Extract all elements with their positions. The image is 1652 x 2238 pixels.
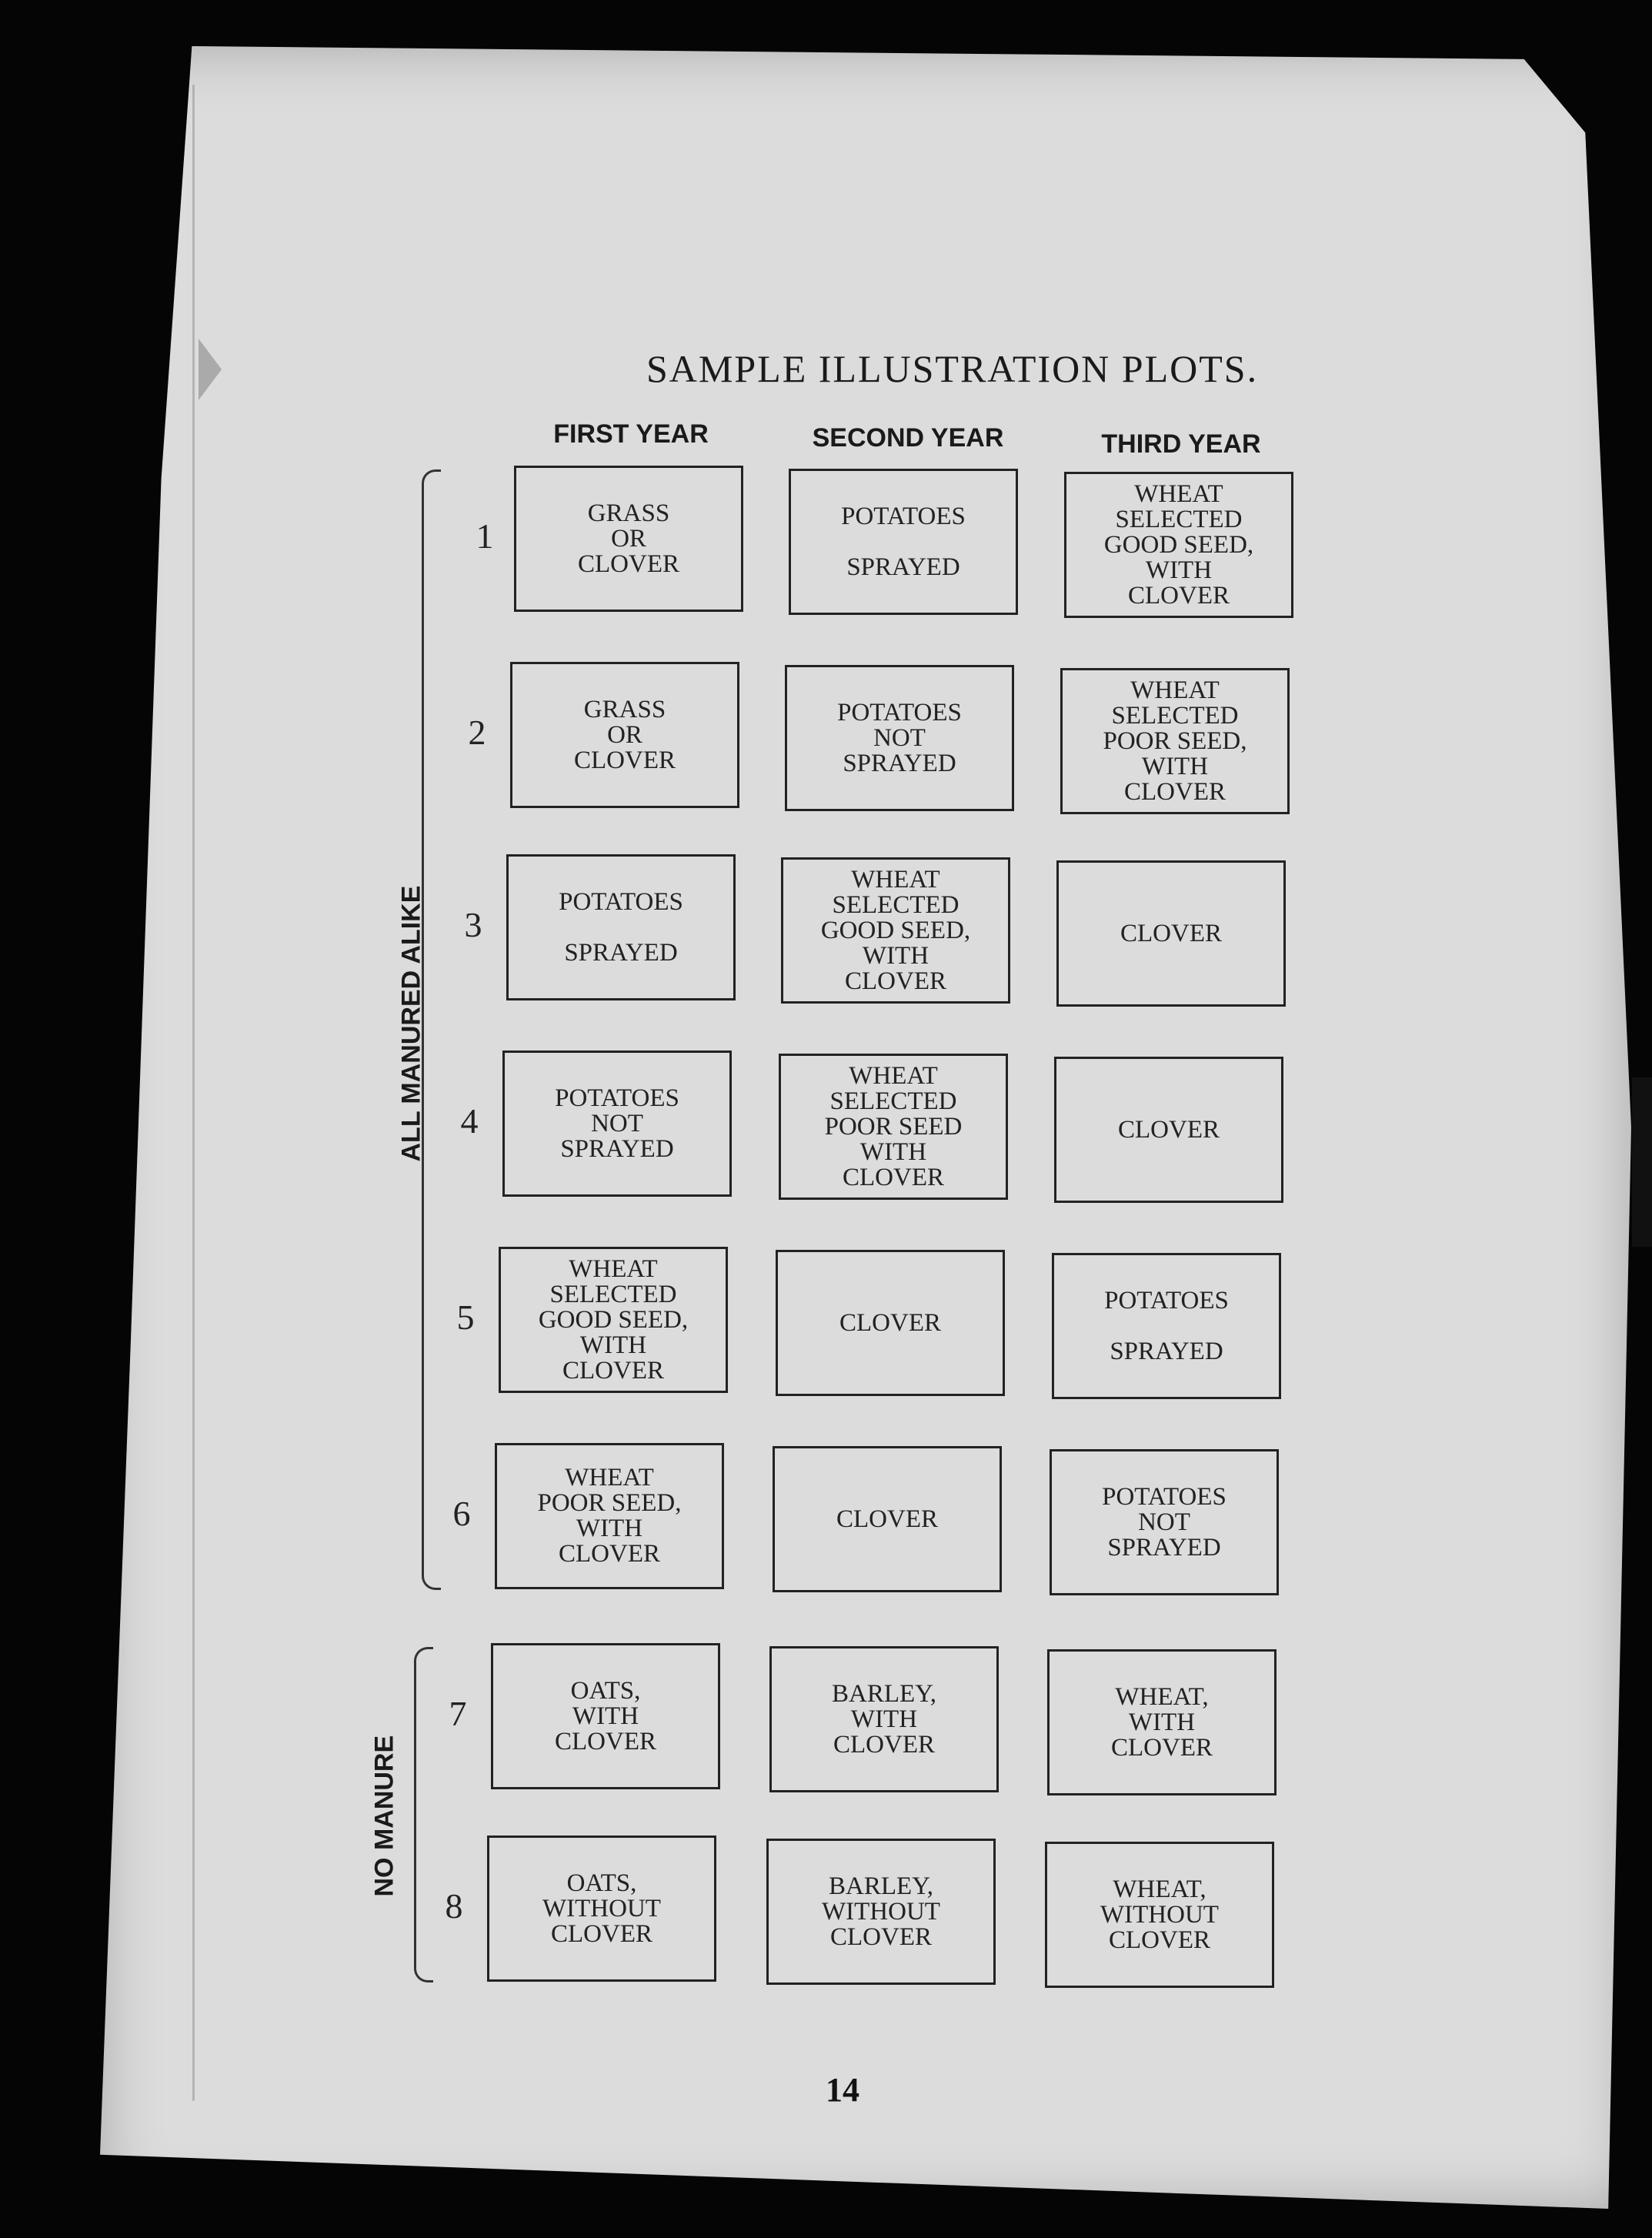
- plot-crop-label: CLOVER: [1118, 1115, 1220, 1144]
- plot-box: [1045, 1842, 1274, 1988]
- no-manure-brace: [414, 1647, 433, 1982]
- plot-crop-label: OATS, WITHOUT CLOVER: [542, 1869, 661, 1948]
- plot-box: [1060, 668, 1290, 814]
- column-header-third-year: THIRD YEAR: [1101, 429, 1261, 459]
- plot-box: [1050, 1449, 1279, 1595]
- plot-crop-label: POTATOES NOT SPRAYED: [555, 1084, 679, 1163]
- plot-crop-label: WHEAT SELECTED POOR SEED, WITH CLOVER: [1103, 676, 1247, 806]
- plot-crop-label: WHEAT, WITHOUT CLOVER: [1100, 1875, 1219, 1954]
- plot-box: [487, 1835, 716, 1982]
- plot-crop-label: WHEAT SELECTED GOOD SEED, WITH CLOVER: [820, 865, 971, 995]
- plot-box: [514, 466, 743, 612]
- plot-crop-label: POTATOES NOT SPRAYED: [1102, 1482, 1226, 1562]
- plot-crop-label: POTATOES NOT SPRAYED: [837, 698, 962, 777]
- plot-box: [789, 469, 1018, 615]
- plot-row-number: 7: [449, 1694, 467, 1733]
- column-header-second-year: SECOND YEAR: [812, 423, 1004, 453]
- plot-box: [1047, 1649, 1277, 1795]
- plot-crop-label: WHEAT SELECTED GOOD SEED, WITH CLOVER: [1103, 479, 1254, 610]
- page-corner-arrow: [199, 339, 222, 400]
- plot-crop-label: WHEAT, WITH CLOVER: [1111, 1682, 1213, 1762]
- plot-box: [1064, 472, 1293, 618]
- plot-box: [506, 854, 736, 1000]
- plot-box: [510, 662, 739, 808]
- plot-box: [781, 857, 1010, 1004]
- page-title: SAMPLE ILLUSTRATION PLOTS.: [646, 347, 1259, 390]
- plot-box: [785, 665, 1014, 811]
- plot-row-number: 4: [460, 1101, 479, 1141]
- plot-crop-label: GRASS OR CLOVER: [574, 695, 676, 774]
- group-label-no-manure: NO MANURE: [369, 1735, 399, 1897]
- group-label-manured: ALL MANURED ALIKE: [396, 885, 426, 1162]
- page-number: 14: [826, 2071, 859, 2109]
- plot-crop-label: CLOVER: [1120, 919, 1222, 947]
- plot-crop-label: POTATOES SPRAYED: [841, 502, 966, 581]
- plot-box: [502, 1051, 732, 1197]
- plot-crop-label: OATS, WITH CLOVER: [555, 1676, 656, 1755]
- plot-row-number: 2: [468, 713, 486, 752]
- plot-row-number: 5: [456, 1298, 475, 1337]
- plot-crop-label: GRASS OR CLOVER: [578, 499, 679, 578]
- plot-box: [766, 1839, 996, 1985]
- plot-crop-label: WHEAT SELECTED GOOD SEED, WITH CLOVER: [538, 1254, 689, 1385]
- plot-box: [779, 1054, 1008, 1200]
- plot-box: [776, 1250, 1005, 1396]
- plot-crop-label: BARLEY, WITHOUT CLOVER: [822, 1872, 940, 1951]
- plot-row-number: 8: [445, 1886, 463, 1926]
- plot-box: [499, 1247, 728, 1393]
- plot-crop-label: WHEAT POOR SEED, WITH CLOVER: [537, 1464, 682, 1568]
- plot-crop-label: POTATOES SPRAYED: [1104, 1286, 1229, 1365]
- binding-edge-mark: [1632, 1077, 1652, 1247]
- plot-box: [491, 1643, 720, 1789]
- plot-crop-label: BARLEY, WITH CLOVER: [832, 1679, 936, 1759]
- column-header-first-year: FIRST YEAR: [553, 419, 709, 449]
- plot-crop-label: POTATOES SPRAYED: [559, 887, 683, 967]
- plot-box: [1056, 860, 1286, 1007]
- plot-box: [1052, 1253, 1281, 1399]
- plot-row-number: 6: [452, 1494, 471, 1533]
- plot-row-number: 3: [464, 905, 482, 944]
- plot-crop-label: CLOVER: [839, 1308, 941, 1337]
- plot-crop-label: CLOVER: [836, 1505, 938, 1533]
- plot-box: [769, 1646, 999, 1792]
- plot-box: [773, 1446, 1002, 1592]
- plot-crop-label: WHEAT SELECTED POOR SEED WITH CLOVER: [824, 1061, 963, 1191]
- plot-box: [495, 1443, 724, 1589]
- plot-row-number: 1: [476, 516, 494, 556]
- plot-box: [1054, 1057, 1283, 1203]
